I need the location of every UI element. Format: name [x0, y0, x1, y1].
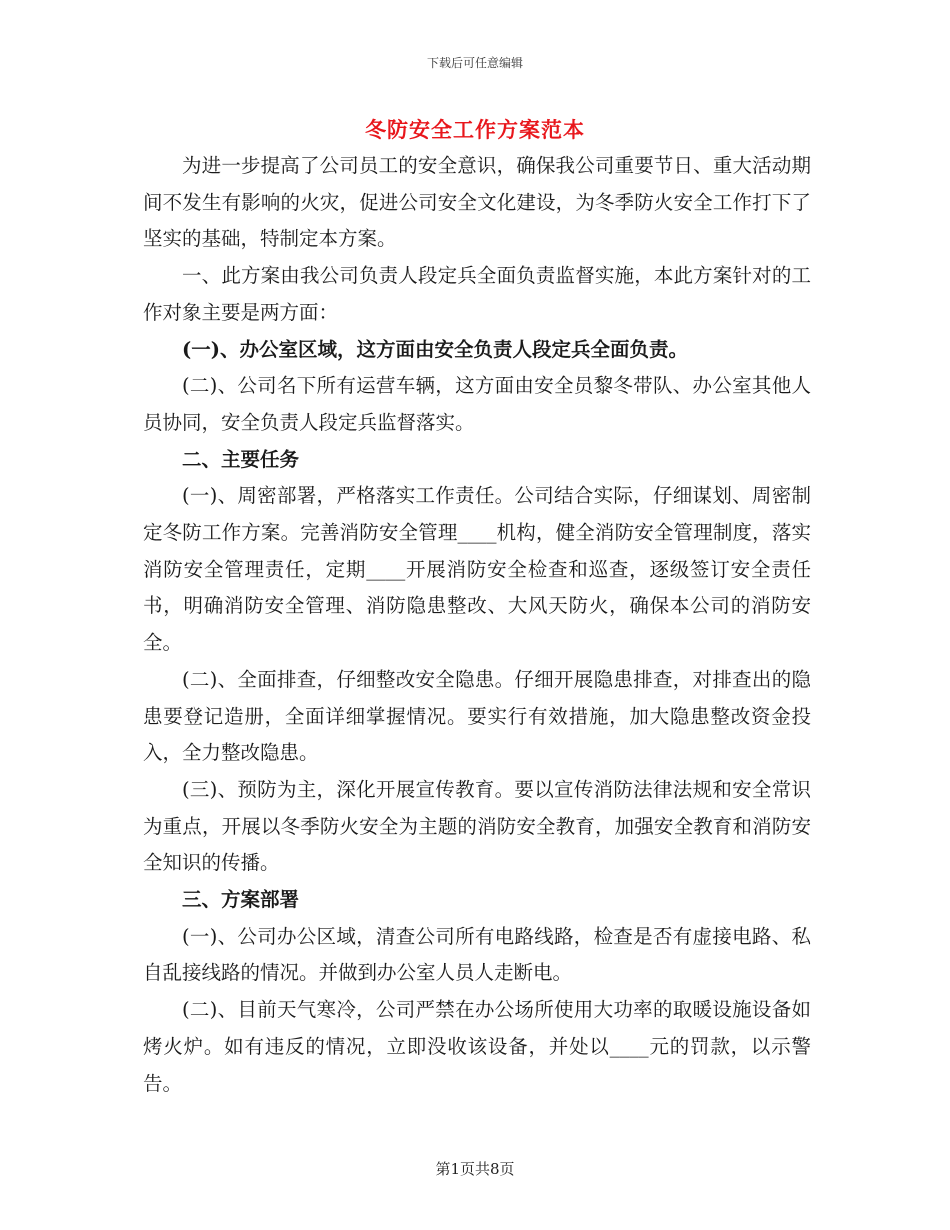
section-heading-deployment: 三、方案部署	[182, 888, 300, 912]
paragraph-intro: 为进一步提高了公司员工的安全意识，确保我公司重要节日、重大活动期间不发生有影响的火灾，促进公司安全文化建设，为冬季防火安全工作打下了坚实的基础，特制定本方案。	[143, 154, 811, 251]
paragraph-deploy-1: (一)、公司办公区域，清查公司所有电路线路，检查是否有虚接电路、私自乱接线路的情况。并做到办公室人员人走断电。	[143, 924, 811, 985]
document-title: 冬防安全工作方案范本	[365, 117, 585, 142]
page-header-note: 下载后可任意编辑	[426, 56, 523, 70]
paragraph-deploy-2: (二)、目前天气寒冷，公司严禁在办公场所使用大功率的取暖设施设备如烤火炉。如有违反的情况，立即没收该设备，并处以____元的罚款，以示警告。	[143, 998, 811, 1095]
section-heading-tasks: 二、主要任务	[182, 447, 300, 471]
paragraph-task-2: (二)、全面排查，仔细整改安全隐患。仔细开展隐患排查，对排查出的隐患要登记造册，全面详细掌握情况。要实行有效措施，加大隐患整改资金投入，全力整改隐患。	[143, 667, 811, 765]
paragraph-item-vehicles: (二)、公司名下所有运营车辆，这方面由安全员黎冬带队、办公室其他人员协同，安全负责人段定兵监督落实。	[143, 374, 811, 434]
document-body	[143, 148, 811, 1102]
paragraph-section-1: 一、此方案由我公司负责人段定兵全面负责监督实施，本此方案针对的工作对象主要是两方面：	[143, 264, 811, 324]
paragraph-item-office: (一)、办公室区域，这方面由安全负责人段定兵全面负责。	[182, 337, 688, 361]
paragraph-task-3: (三)、预防为主，深化开展宣传教育。要以宣传消防法律法规和安全常识为重点，开展以冬季防火安全为主题的消防安全教育，加强安全教育和消防安全知识的传播。	[143, 777, 811, 875]
paragraph-task-1: (一)、周密部署，严格落实工作责任。公司结合实际，仔细谋划、周密制定冬防工作方案。完善消防安全管理____机构，健全消防安全管理制度，落实消防安全管理责任，定期____开展消防安全检查和巡查，逐级签订安全责任书，明确消防安全管理、消防隐患整改、大风天防火，确保本公司的消防安全。	[143, 484, 811, 655]
page-footer-number: 第1页共8页	[435, 1160, 515, 1178]
